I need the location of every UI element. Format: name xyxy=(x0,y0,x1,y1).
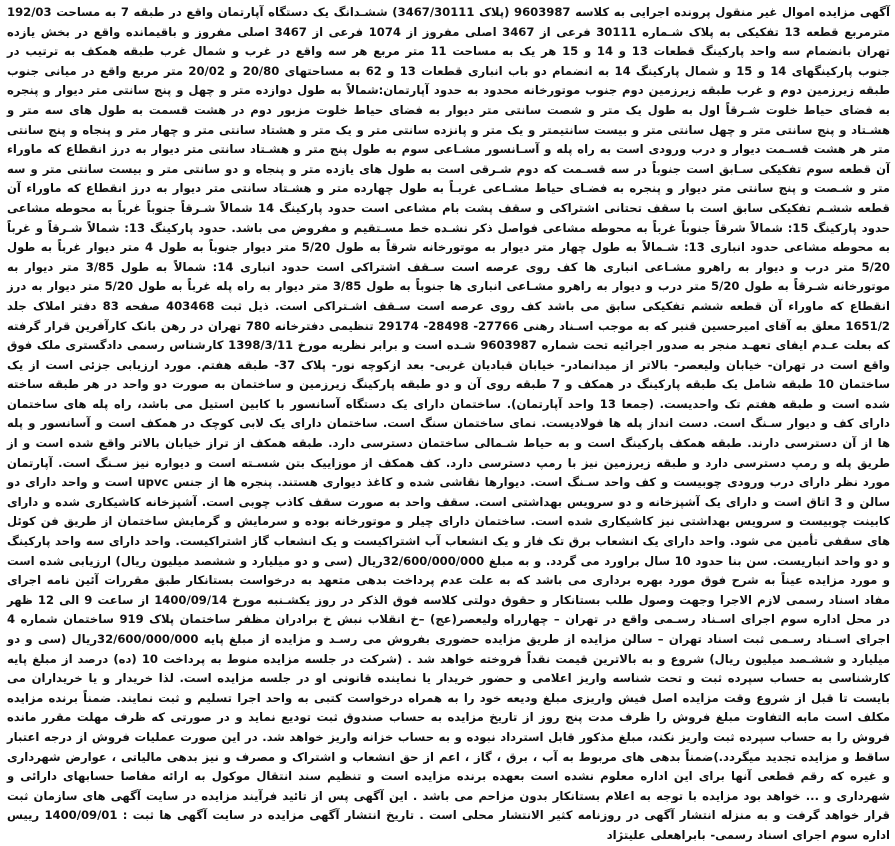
auction-notice-text: آگهی مزایده اموال غیر منقول پرونده اجرایی به کلاسه 9603987 (پلاک 3467/30111) ششـدانگ یک دستگاه آپارتمان واقع در طبقه 7 به مساحت 192/03 مترمربع قطعه 13 تفکیکی به پلاک شـماره 30111 فرعی از 3467 اصلی مفروز از 1074 فرعی از 3467 اصلی مفروز و باقیمانده واقع در بخش یازده تهران بانضمام سه واحد پارکینگ قطعات 13 و 14 و 15 هر یک به مساحت 11 متر مربع هر سه واقع در غرب و شمال غرب طبقه همکف به ترتیب در جنوب پارکینگهای 14 و 15 و شمال پارکینگ 14 به انضمام دو باب انباری قطعات 13 و 62 به مساحتهای 20/80 و 20/02 متر مربع واقع در میانی جنوب طبقه زیرزمین دوم و غرب طبقه زیرزمین دوم جنوب موتورخانه محدود به حدود آپارتمان:شمالاً به طول دوازده متر و چهل و پنج سانتی متر دیوار و پنجره به فضای حیاط خلوت شـرقاً اول به طول یک متر و شصت سانتی متر دیوار به فضای حیاط خلوت مزبور دوم در هشت قسمت به طول های سه متر و هشـتاد و پنج سانتی متر و چهل سانتی متر و بیست سانتیمتر و یک متر و پانزده سانتی متر و یک متر و هشتاد سانتی متر و چهار متر و پنجاه و پنج سانتی متر هر هشت قسـمت دیوار و درب ورودی است به راه پله و آسـانسور مشـاعی سوم به طول پنج متر و هشـتاد سانتی متر دیوار به درز انقطاع که ماوراء آن قطعه سوم تفکیکی سـابق است جنوباً در سه قسـمت که دوم شـرقی است به طول های یازده متر و پنجاه و دو سانتی متر و بیست سانتی متر و سه متر و شـصت و پنج سانتی متر دیوار و پنجره به فضـای حیاط مشـاعی غربـاً به طول چهارده متر و هشـتاد سانتی متر دیوار به درز انقطاع که ماوراء آن قطعه ششـم تفکیکی سابق است با سقف تحتانی اشتراکی و سقف پشت بام مشاعی است حدود پارکینگ 14 شمالاً شـرقاً جنوباً غرباً به محوطه مشاعی حدود پارکینگ 15: شمالاً شرقاً جنوباً غرباً به محوطه مشاعی فواصل ذکر نشـده خط مسـتقیم و مفروض می باشد. حدود پارکینگ 13: شمالاً شـرقاً و غرباً به محوطه مشاعی حدود انباری 13: شـمالاً به طول چهار متر دیوار به موتورخانه شرقاً به طول 5/20 متر دیوار جنوباً به طول 4 متر دیوار غرباً به طول 5/20 متر درب و دیوار به راهرو مشـاعی انباری ها کف روی عرصه است سـقف اشتراکی است حدود انباری 14: شمالاً به طول 3/85 متر دیوار به موتورخانه شـرقاً به طول 5/20 متر درب و دیوار به راهرو مشـاعی انباری ها جنوباً به طول 3/85 متر دیوار به راه پله غرباً به طول 5/20 متر دیوار به درز انقطاع که ماوراء آن قطعه ششم تفکیکی سابق می باشد کف روی عرصه است سـقف اشـتراکی است. ذیل ثبت 403468 صفحه 83 دفتر املاک جلد 1651/2 معلق به آقای امیرحسین قنبر که به موجب اسـناد رهنی 27766- 28498- 29174 تنظیمی دفترخانه 780 تهران در رهن بانک کارآفرین قرار گرفته که بعلت عـدم ایفای تعهـد منجر به صدور اجرائیه تحت شماره 9603987 شـده است و برابر نظریه مورخ 1398/3/11 کارشناس رسمی دادگستری ملک فوق واقع است در تهران- خیابان ولیعصر- بالاتر از میدانمادر- خیابان قبادیان غربی- بعد ازکوچه نور- پلاک 37- طبقه هفتم. مورد ارزیابی جزئی است از یک ساختمان 10 طبقه شامل یک طبقه پارکینگ در همکف و 7 طبقه روی آن و دو طبقه پارکینگ زیرزمین و ساختمان به صورت دو واحد در هر طبقه ساخته شده است و طبقه هفتم تک واحدیست. (جمعا 13 واحد آپارتمان). ساختمان دارای یک دستگاه آسانسور با کابین استیل می باشد، راه پله های ساختمان دارای کف و دیوار سـنگ است. دست انداز پله ها فولادیست. نمای ساختمان سنگ است. ساختمان دارای یک لابی کوچک در همکف است و آسانسور و پله ها از آن دسترسی دارند. طبقه همکف پارکینگ است و به حیاط شـمالی ساختمان دسترسی دارد. طبقه همکف از تراز خیابان بالاتر واقع شده است و از طریق پله و رمپ دسترسی دارد و طبقه زیرزمین نیز با رمپ دسترسی دارد. کف همکف از موزاییک بتن شسـته است و دیواره نیز سـنگ است. آپارتمان مورد نظر دارای درب ورودی چوبیست و کف واحد سـنگ است. دیوارها نقاشی شده و کاغذ دیواری هستند. پنجره ها از جنس upvc است و واحد دارای دو سالن و 3 اتاق است و دارای یک آشپزخانه و دو سرویس بهداشتی است. سقف واحد به صورت سقف کاذب چوبی است. آشپزخانه کاشیکاری شده و دارای کابینت چوبیست و سرویس بهداشتی نیز کاشیکاری شده است. ساختمان دارای چیلر و موتورخانه بوده و سرمایش و گرمایش ساختمان از طریق فن کوئل های سقفی تأمین می شود. واحد دارای یک انشعاب برق تک فاز و یک انشعاب آب اشتراکیست و یک انشعاب گاز اشتراکیست. واحد دارای سه واحد پارکینگ و دو واحد انباریست. سن بنا حدود 10 سال براورد می گردد. و به مبلغ 32/600/000/000ریال (سی و دو میلیارد و ششصد میلیون ریال) ارزیابی شده است و مورد مزایده عیناً به شرح فوق مورد بهره برداری می باشد که به علت عدم پرداخت بدهی متعهد به درخواست بستانکار طبق مقررات آئین نامه اجرای مفاد اسناد رسمی لازم الاجرا وجهت وصول طلب بستانکار و حقوق دولتی کلاسه فوق الذکر در روز یکشـنبه مورخ 1400/09/14 از ساعت 9 الی 12 ظهر در محل اداره سوم اجرای اسـناد رسـمی واقع در تهران – چهارراه ولیعصر(عج) –خ انقلاب نبش خ برادران مظفر ساختمان پلاک 919 ساختمان شماره 4 اجرای اسـناد رسـمی ثبت اسناد تهران – سالن مزایده از طریق مزایده حضوری بفروش می رسـد و مزایده از مبلغ پایه 32/600/000/000ریال (سی و دو میلیارد و ششـصد میلیون ریال) شروع و به بالاترین قیمت نقداً فروخته خواهد شد . (شرکت در جلسه مزایده منوط به پرداخت 10 (ده) درصد از مبلغ پایه کارشناسی به حساب سپرده ثبت و تحت شناسه واریز اعلامی و حضور خریدار یا نماینده قانونی او در جلسه مزایده است. لذا خریدار و یا خریداران می بایست تا قبل از شروع وقت مزایده اصل فیش واریزی مبلغ ودیعه خود را به همراه درخواست کتبی به واحد اجرا تسلیم و ثبت نمایند. ضمناً برنده مزایده مکلف است مابه التفاوت مبلغ فروش را ظرف مدت پنج روز از تاریخ مزایده به حساب صندوق ثبت تودیع نماید و در صورتی که ظرف مهلت مقرر مانده فروش را به حساب سپرده ثبت واریز نکند، مبلغ مذکور قابل استرداد نبوده و به حساب خزانه واریز خواهد شد. در این صورت عملیات فروش از درجه اعتبار ساقط و مزایده تجدید میگردد.)ضمناً بدهی های مربوط به آب ، برق ، گاز ، اعم از حق انشعاب و اشتراک و مصرف و نیز بدهی مالیاتی ، عوارض شهرداری و غیره که رقم قطعی آنها برای این اداره معلوم نشده است بعهده برنده مزایده است و تنظیم سند انتقال موکول به ارائه مفاصا حسابهای دارائی و شهرداری و ... خواهد بود مزایده با توجه به اعلام بستانکار بدون مزاحم می باشد . این آگهی پس از تائید فرآیند مزایده در سایت آگهی های سازمان ثبت قرار خواهد گرفت و به منزله انتشار آگهی در روزنامه کثیر الانتشار محلی است . تاریخ انتشار آگهی مزایده در سایت آگهی ها ثبت : 1400/09/01 رییس اداره سوم اجرای اسناد رسمی- بابراهعلی علیتژاد xyxy=(2,5,891,842)
